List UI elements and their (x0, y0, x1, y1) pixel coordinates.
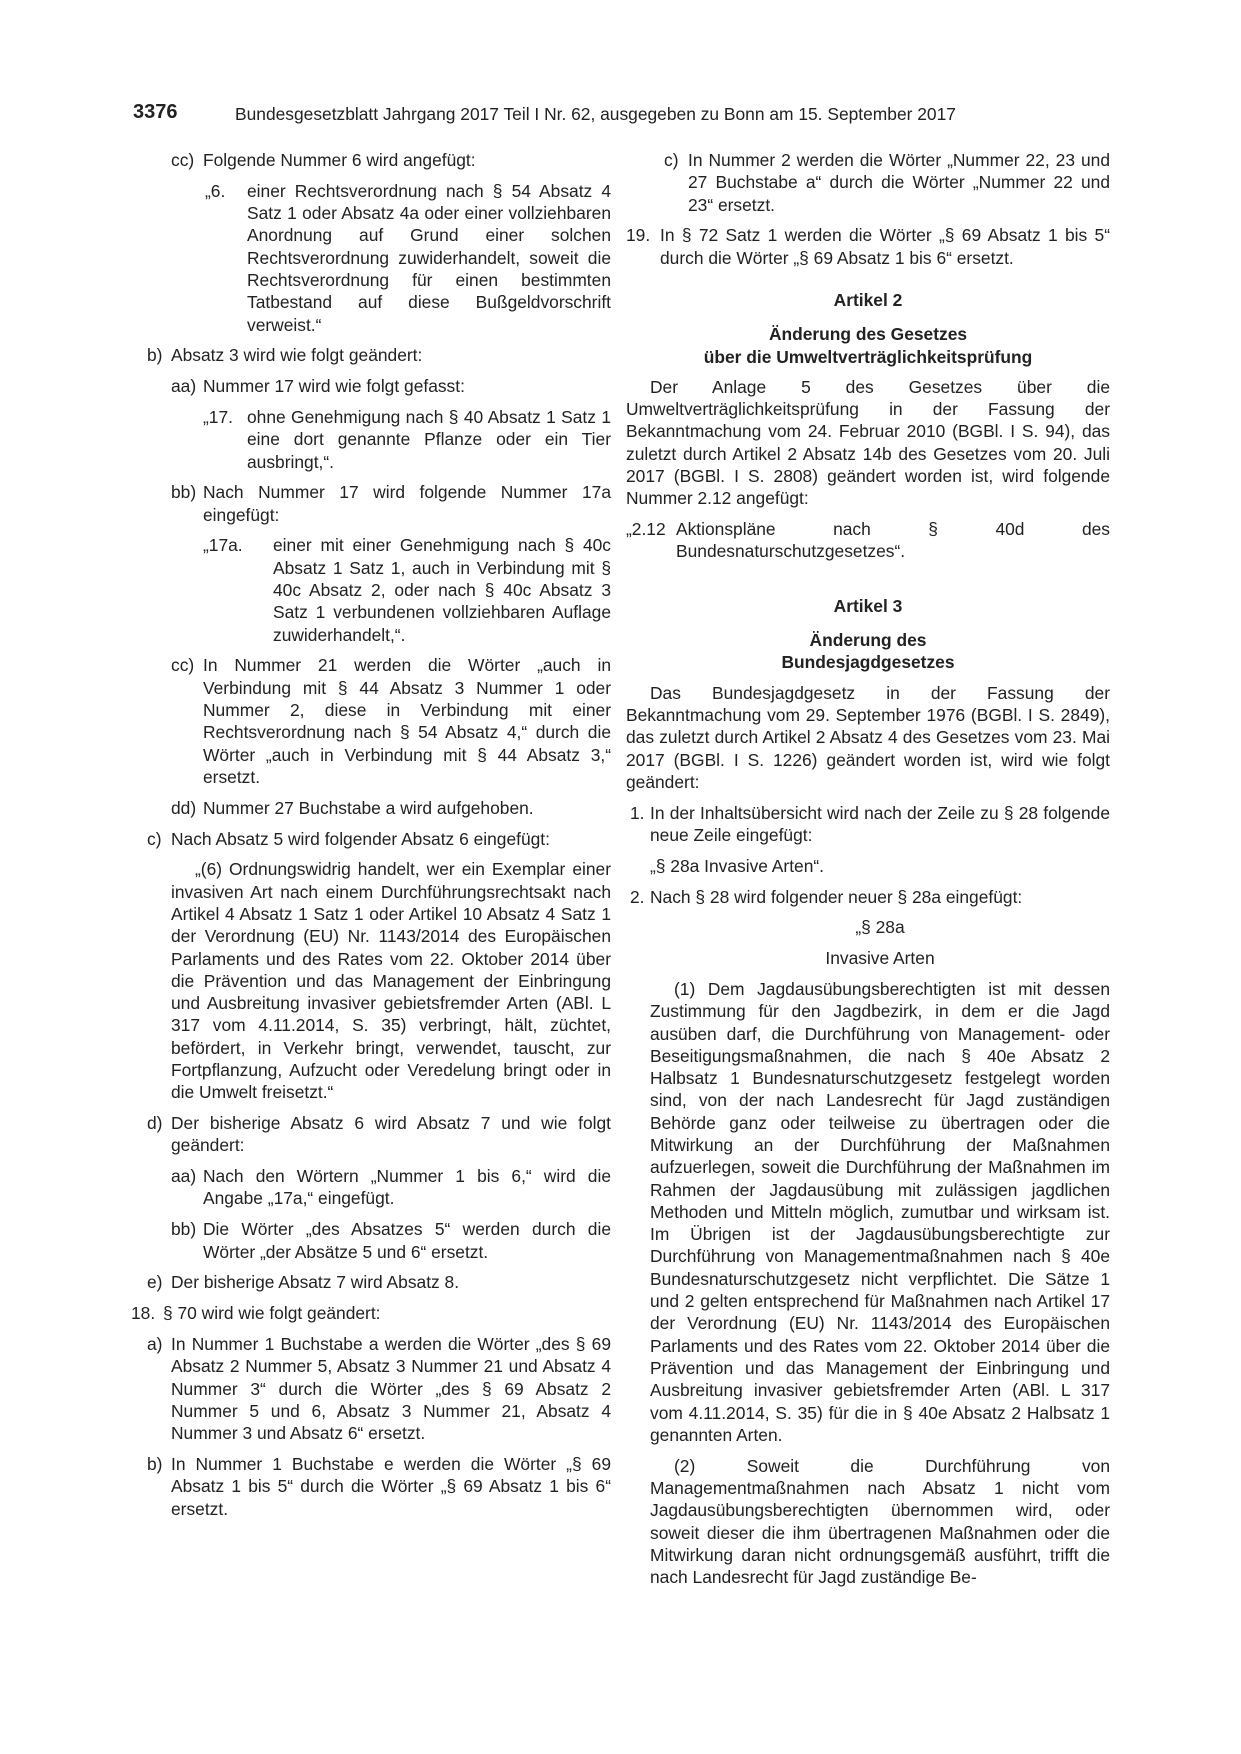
page-header (133, 101, 1111, 125)
article-2-heading: Artikel 2 (833, 289, 903, 310)
section-subheading: Invasive Arten (825, 948, 935, 969)
left-column (131, 149, 611, 1528)
item-label: bb) (171, 1219, 197, 1240)
item-text: Nach Nummer 17 wird folgende Nummer 17a eingefügt: (203, 482, 611, 525)
item-text: ohne Genehmigung nach § 40 Absatz 1 Satz 1 eine dort genannte Pflanze oder ein Tier ausbringt,“. (247, 406, 611, 472)
item-label: aa) (171, 376, 197, 397)
list-item-bb (131, 481, 611, 526)
item-label: 1. (630, 802, 645, 823)
item-label: 2. (630, 886, 645, 907)
list-item-c (626, 149, 1110, 216)
list-item-b (131, 1453, 611, 1520)
article-3-paragraph: Das Bundesjagdgesetz in der Fassung der Bekanntmachung vom 29. September 1976 (BGBl. I S. 2849), das zuletzt durch Artikel 2 Absatz 4 des Gesetzes vom 23. Mai 2017 (BGBl. I S. 1226) geändert worden ist, wird wie folgt geändert: (626, 682, 1110, 792)
article-2-paragraph: Der Anlage 5 des Gesetzes über die Umweltverträglichkeitsprüfung in der Fassung der Bekanntmachung vom 24. Februar 2010 (BGBl. I S. 94), das zuletzt durch Artikel 2 Absatz 14b des Gesetzes vom 20. Juli 2017 (BGBl. I S. 2808) geändert worden ist, wird folgende Nummer 2.12 angefügt: (626, 376, 1110, 509)
item-label: dd) (171, 797, 197, 818)
item-text: Aktionspläne nach § 40d des Bundesnaturschutzgesetzes“. (676, 519, 1110, 562)
list-item-b (131, 344, 611, 366)
item-text: Nummer 27 Buchstabe a wird aufgehoben. (203, 797, 534, 818)
right-column (626, 149, 1110, 1597)
quote-number-17a (131, 534, 611, 645)
item-text: Der bisherige Absatz 6 wird Absatz 7 und wie folgt geändert: (171, 1113, 611, 1156)
article-2-subtitle (626, 323, 1110, 368)
page-number: 3376 (133, 101, 178, 123)
item-label: c) (664, 150, 679, 170)
list-item-e (131, 1271, 611, 1293)
item-text: Nach § 28 wird folgender neuer § 28a eingefügt: (650, 886, 1023, 907)
subtitle-line: über die Umweltverträglichkeitsprüfung (703, 346, 1033, 367)
item-label: a) (147, 1333, 163, 1354)
article-3-heading: Artikel 3 (833, 595, 903, 616)
item-label: e) (147, 1272, 163, 1293)
item-text: In Nummer 1 Buchstabe e werden die Wörter „§ 69 Absatz 1 bis 5“ durch die Wörter „§ 69 Absatz 1 bis 6“ ersetzt. (171, 1453, 611, 1519)
item-text: In Nummer 21 werden die Wörter „auch in Verbindung mit § 44 Absatz 3 Nummer 1 oder Nummer 2, diese in Verbindung mit einer Rechtsverordnung nach § 54 Absatz 4,“ durch die Wörter „auch in Verbindung mit § 44 Absatz 3,“ ersetzt. (203, 655, 611, 787)
list-item-18 (131, 1302, 611, 1324)
quoted-line: „§ 28a Invasive Arten“. (650, 855, 824, 876)
list-item-1 (626, 802, 1110, 847)
item-label: b) (147, 345, 163, 366)
section-heading: „§ 28a (855, 917, 905, 938)
list-item-cc (131, 654, 611, 788)
item-text: In Nummer 1 Buchstabe a werden die Wörter „des § 69 Absatz 2 Nummer 5, Absatz 3 Nummer 21 und Absatz 4 Nummer 3“ durch die Wörter „des § 69 Absatz 2 Nummer 5 und 6, Absatz 3 Nummer 21, Absatz 4 Nummer 3 und Absatz 6“ ersetzt. (171, 1333, 611, 1444)
item-text: In der Inhaltsübersicht wird nach der Zeile zu § 28 folgende neue Zeile eingefügt: (650, 802, 1110, 845)
list-item-d (131, 1112, 611, 1157)
item-label: „2.12 (626, 519, 666, 540)
item-text: In § 72 Satz 1 werden die Wörter „§ 69 Absatz 1 bis 5“ durch die Wörter „§ 69 Absatz 1 bis 6“ ersetzt. (660, 225, 1110, 268)
list-item-dd (131, 797, 611, 819)
item-label: bb) (171, 482, 197, 503)
item-text: In Nummer 2 werden die Wörter „Nummer 22, 23 und 27 Buchstabe a“ durch die Wörter „Nummer 22 und 23“ ersetzt. (688, 150, 1110, 215)
item-label: c) (147, 828, 162, 849)
item-label: „6. (205, 180, 226, 201)
item-label: b) (147, 1453, 163, 1474)
list-item-aa (131, 1165, 611, 1210)
list-item-2 (626, 886, 1110, 908)
gazette-title: Bundesgesetzblatt Jahrgang 2017 Teil I Nr. 62, ausgegeben zu Bonn am 15. September 2017 (235, 104, 956, 124)
item-text: Nach den Wörtern „Nummer 1 bis 6,“ wird die Angabe „17a,“ eingefügt. (203, 1166, 611, 1209)
item-label: d) (147, 1113, 163, 1134)
list-item-bb (131, 1218, 611, 1263)
item-text: Folgende Nummer 6 wird angefügt: (203, 150, 476, 170)
item-label: 19. (626, 225, 651, 246)
item-label: „17. (203, 406, 233, 427)
item-text: Die Wörter „des Absatzes 5“ werden durch die Wörter „der Absätze 5 und 6“ ersetzt. (203, 1219, 611, 1262)
item-label: cc) (171, 150, 195, 170)
item-text: § 70 wird wie folgt geändert: (163, 1303, 381, 1324)
quote-number-6 (131, 180, 611, 336)
list-item-19 (626, 224, 1110, 269)
item-text: Der bisherige Absatz 7 wird Absatz 8. (171, 1272, 460, 1293)
list-item-aa (131, 375, 611, 397)
item-label: aa) (171, 1166, 197, 1187)
list-item-a (131, 1333, 611, 1444)
item-text: Absatz 3 wird wie folgt geändert: (171, 345, 423, 366)
item-text: einer Rechtsverordnung nach § 54 Absatz 4 Satz 1 oder Absatz 4a oder einer vollziehbaren Anordnung auf Grund einer solchen Rechtsverordnung zuwiderhandelt, soweit die Rechtsverordnung für einen bestimmten Tatbestand auf diese Bußgeldvorschrift verweist.“ (247, 180, 611, 335)
item-label: 18. (131, 1303, 156, 1324)
item-text: einer mit einer Genehmigung nach § 40c Absatz 1 Satz 1, auch in Verbindung mit § 40c Absatz 2, oder nach § 40c Absatz 3 Satz 1 verbundenen vollziehbaren Auflage zuwiderhandelt,“. (273, 535, 611, 645)
quote-number-17 (131, 406, 611, 473)
item-label: „17a. (203, 535, 243, 556)
article-3-subtitle (626, 629, 1110, 674)
item-label: cc) (171, 655, 195, 676)
quote-number-2-12 (626, 518, 1110, 563)
item-text: Nach Absatz 5 wird folgender Absatz 6 eingefügt: (171, 828, 550, 849)
item-text: Nummer 17 wird wie folgt gefasst: (203, 376, 465, 397)
quoted-paragraph: „(6) Ordnungswidrig handelt, wer ein Exemplar einer invasiven Art nach einem Durchführungsrechtsakt nach Artikel 4 Absatz 1 Satz 1 oder Artikel 10 Absatz 4 Satz 1 der Verordnung (EU) Nr. 1143/2014 des Europäischen Parlaments und des Rates vom 22. Oktober 2014 über die Prävention und das Management der Einbringung und Ausbreitung invasiver gebietsfremder Arten (ABl. L 317 vom 4.11.2014, S. 35) verbringt, hält, züchtet, befördert, in Verkehr bringt, verwendet, tauscht, zur Fortpflanzung, Aufzucht oder Veredelung bringt oder in die Umwelt freisetzt.“ (171, 859, 611, 1103)
subtitle-line: Änderung des (809, 630, 927, 651)
list-item-cc (131, 149, 611, 171)
subtitle-line: Änderung des Gesetzes (768, 324, 968, 345)
subtitle-line: Bundesjagdgesetzes (781, 652, 955, 673)
section-paragraph-1: (1) Dem Jagdausübungsberechtigten ist mit dessen Zustimmung für den Jagdbezirk, in dem er die Jagd ausüben darf, die Durchführung von Management- oder Beseitigungsmaßnahmen, die nach § 40e Absatz 2 Halbsatz 1 Bundesnaturschutzgesetz festgelegt worden sind, von der nach Landesrecht für Jagd zuständigen Behörde ganz oder teilweise zu übertragen oder die Mitwirkung an der Durchführung der Maßnahmen aufzuerlegen, soweit die Durchführung der Maßnahmen im Rahmen der Jagdausübung mit zulässigen jagdlichen Methoden und Mitteln möglich, zumutbar und wirksam ist. Im Übrigen ist der Jagdausübungsberechtigte zur Durchführung von Managementmaßnahmen nach § 40e Bundesnaturschutzgesetz nicht verpflichtet. Die Sätze 1 und 2 gelten entsprechend für Maßnahmen nach Artikel 17 der Verordnung (EU) Nr. 1143/2014 des Europäischen Parlaments und des Rates vom 22. Oktober 2014 über die Prävention und das Management der Einbringung und Ausbreitung invasiver gebietsfremder Arten (ABl. L 317 vom 4.11.2014, S. 35) für die in § 40e Absatz 2 Halbsatz 1 genannten Arten. (650, 978, 1110, 1445)
list-item-c (131, 828, 611, 850)
section-paragraph-2: (2) Soweit die Durchführung von Managementmaßnahmen nach Absatz 1 nicht vom Jagdausübungsberechtigten übernommen wird, oder soweit dieser die ihm übertragenen Maßnahmen oder die Mitwirkung daran nicht ordnungsgemäß ausführt, trifft die nach Landesrecht für Jagd zuständige Be- (650, 1455, 1110, 1588)
